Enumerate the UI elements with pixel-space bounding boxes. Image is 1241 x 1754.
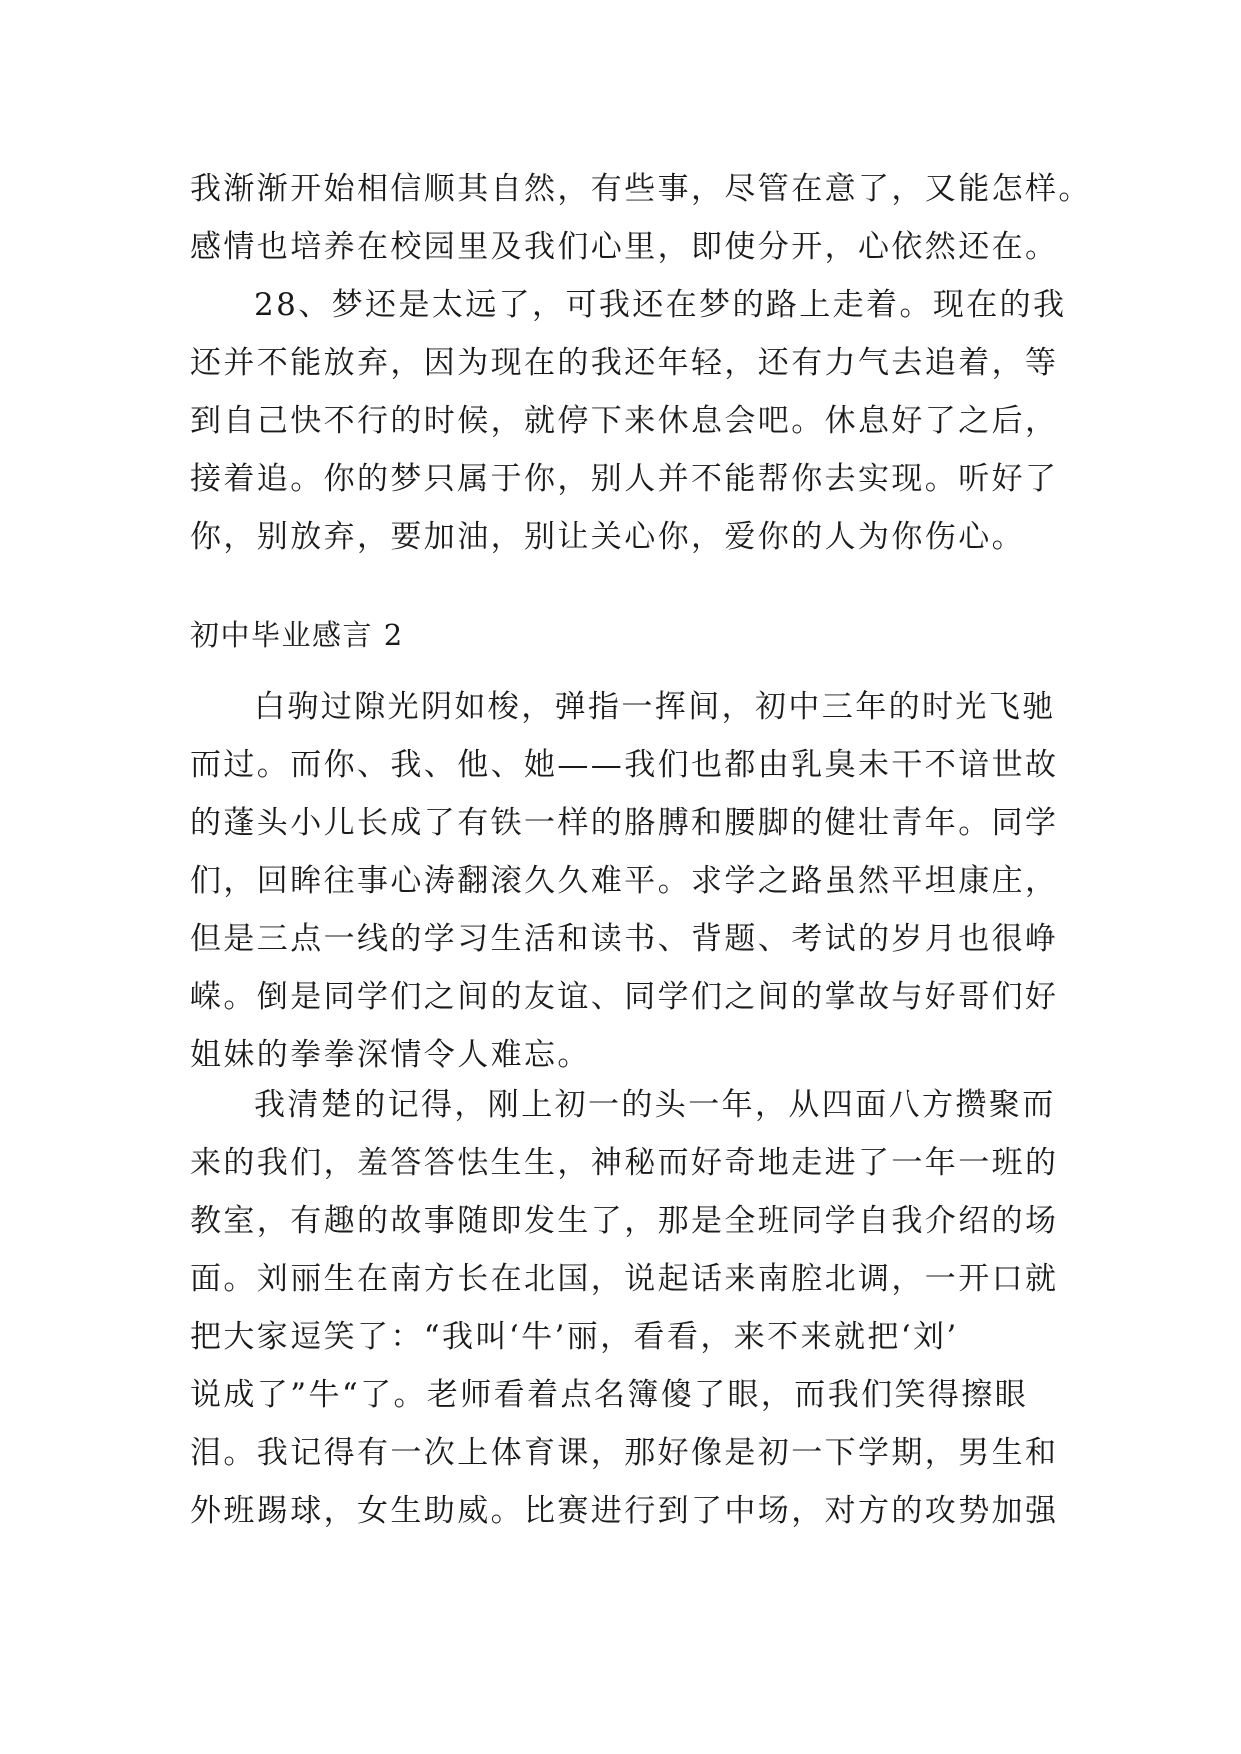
paragraph-1 [190,678,1070,1084]
text-line: 泪。我记得有一次上体育课，那好像是初一下学期，男生和 [190,1435,1059,1471]
text-block-top [190,160,1092,566]
text-line: 外班踢球，女生助威。比赛进行到了中场，对方的攻势加强 [190,1493,1059,1529]
section-heading: 初中毕业感言 2 [190,618,404,652]
text-line: 还并不能放弃，因为现在的我还年轻，还有力气去追着，等 [190,345,1059,381]
text-line: 我清楚的记得，刚上初一的头一年，从四面八方攒聚而 [254,1087,1056,1123]
paragraph-2 [190,1076,1070,1540]
text-line: 你，别放弃，要加油，别让关心你，爱你的人为你伤心。 [190,519,1025,555]
text-line: 教室，有趣的故事随即发生了，那是全班同学自我介绍的场 [190,1203,1059,1239]
text-line: 嵘。倒是同学们之间的友谊、同学们之间的掌故与好哥们好 [190,979,1059,1015]
text-line: 感情也培养在校园里及我们心里，即使分开，心依然还在。 [190,229,1059,265]
text-line: 但是三点一线的学习生活和读书、背题、考试的岁月也很峥 [190,921,1059,957]
text-line: 我渐渐开始相信顺其自然，有些事，尽管在意了，又能怎样。 [190,171,1092,207]
text-line: 而过。而你、我、他、她——我们也都由乳臭未干不谙世故 [190,747,1059,783]
text-line: 来的我们，羞答答怯生生，神秘而好奇地走进了一年一班的 [190,1145,1059,1181]
text-line: 的蓬头小儿长成了有铁一样的胳膊和腰脚的健壮青年。同学 [190,805,1059,841]
text-line: 接着追。你的梦只属于你，别人并不能帮你去实现。听好了 [190,461,1059,497]
text-line: 到自己快不行的时候，就停下来休息会吧。休息好了之后， [190,403,1059,439]
text-line: 28、梦还是太远了，可我还在梦的路上走着。现在的我 [254,287,1067,323]
text-line: 说成了”牛“了。老师看着点名簿傻了眼，而我们笑得擦眼 [190,1377,1029,1413]
text-line: 姐妹的拳拳深情令人难忘。 [190,1037,591,1073]
text-line: 白驹过隙光阴如梭，弹指一挥间，初中三年的时光飞驰 [254,689,1056,725]
text-line: 把大家逗笑了：“我叫‘牛’丽，看看，来不来就把‘刘’ [190,1319,959,1355]
text-line: 面。刘丽生在南方长在北国，说起话来南腔北调，一开口就 [190,1261,1059,1297]
section-heading-block [190,606,1070,664]
text-line: 们，回眸往事心涛翻滚久久难平。求学之路虽然平坦康庄， [190,863,1059,899]
